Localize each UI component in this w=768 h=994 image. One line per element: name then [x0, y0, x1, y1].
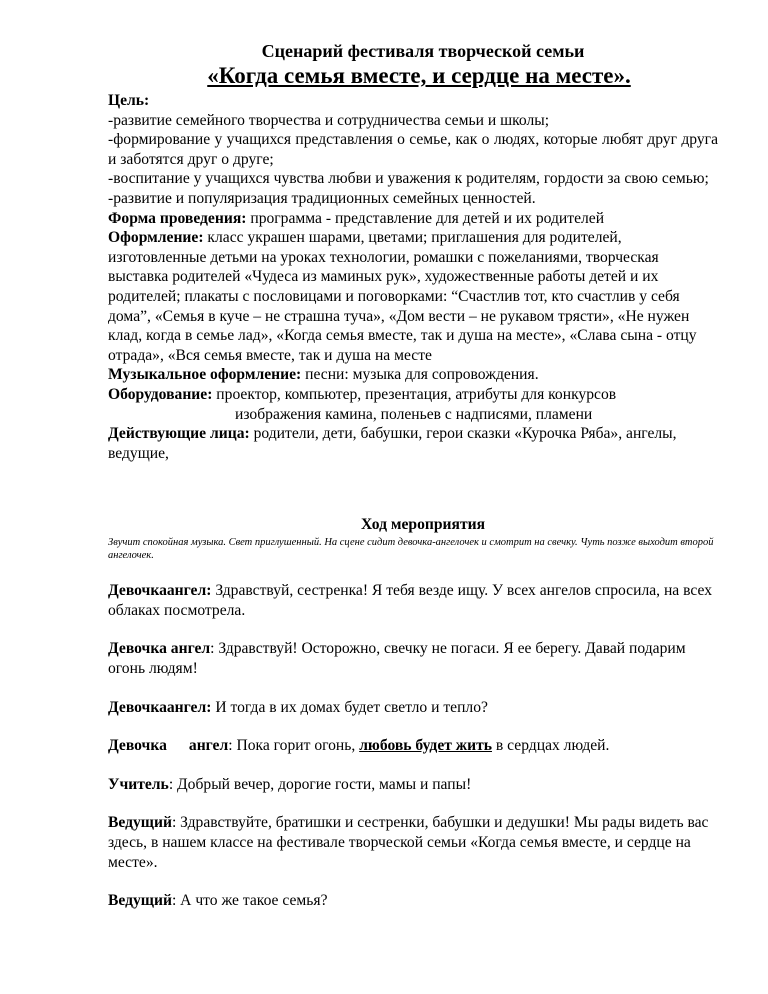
dialogue-text: И тогда в их домах будет светло и тепло? — [211, 698, 488, 716]
music-label: Музыкальное оформление: — [108, 366, 302, 384]
dialogue-text: : Пока горит огонь, — [228, 737, 360, 755]
music-text: песни: музыка для сопровождения. — [301, 366, 539, 384]
characters-text: родители, дети, бабушки, герои сказки «Курочка Ряба», ангелы, ведущие, — [108, 425, 677, 462]
event-title: Ход мероприятия — [360, 516, 486, 534]
dialogue-text: : А что же такое семья? — [171, 892, 328, 910]
speaker-name: Учитель — [108, 775, 169, 793]
speaker-name: Девочка — [108, 737, 167, 755]
dialogue-text: : Здравствуй! Осторожно, свечку не погаси. Я ее берегу. Давай подарим огонь людям! — [108, 640, 686, 678]
form-label: Форма проведения: — [108, 209, 247, 227]
equipment-text: проектор, компьютер, презентация, атрибуты для конкурсов — [212, 385, 617, 403]
stage-direction: Звучит спокойная музыка. Свет приглушенный. На сцене сидит девочка-ангелочек и смотрит на свечку. Чуть позже выходит второй ангелочек. — [108, 537, 714, 562]
dialogue-line — [108, 581, 718, 620]
form-text: программа - представление для детей и их родителей — [246, 209, 605, 227]
speaker-name: Ведущий — [108, 892, 172, 910]
dialogue-line — [108, 775, 718, 795]
dialogue-line — [108, 813, 718, 872]
speaker-name: Девочкаангел: — [108, 698, 212, 716]
goal-item: -развитие семейного творчества и сотрудничества семьи и школы; — [108, 111, 550, 129]
document-title: Сценарий фестиваля творческой семьи — [261, 41, 585, 61]
form-paragraph — [108, 209, 718, 229]
goal-item: -формирование у учащихся представления о семье, как о людях, которые любят друг друга и заботятся друг о друге; — [108, 131, 718, 168]
dialogue-text: : Добрый вечер, дорогие гости, мамы и папы! — [168, 775, 472, 793]
speaker-name: ангел — [188, 737, 229, 755]
speaker-name: Девочкаангел: — [108, 582, 212, 600]
dialogue-line — [108, 639, 718, 678]
decor-label: Оформление: — [108, 229, 204, 247]
characters-label: Действующие лица: — [108, 425, 250, 443]
document-subtitle: «Когда семья вместе, и сердце на месте». — [207, 63, 631, 88]
dialogue-text: : Здравствуйте, братишки и сестренки, бабушки и дедушки! Мы рады видеть вас здесь, в нашем классе на фестивале творческой семьи «Когда семья вместе, и сердце на месте». — [108, 814, 709, 871]
dialogue-line — [108, 698, 718, 718]
goal-item: -воспитание у учащихся чувства любви и уважения к родителям, гордости за свою семью; — [108, 170, 709, 188]
intro-section — [108, 91, 718, 463]
music-paragraph — [108, 365, 718, 385]
speaker-name: Девочка ангел — [108, 640, 211, 658]
emphasized-text: любовь будет жить — [359, 737, 492, 755]
decor-paragraph — [108, 228, 718, 365]
document-page — [108, 40, 718, 911]
dialogue-section — [108, 562, 718, 911]
characters-paragraph — [108, 424, 718, 463]
dialogue-text: в сердцах людей. — [492, 737, 610, 755]
dialogue-line — [108, 736, 718, 756]
decor-text: класс украшен шарами, цветами; приглашения для родителей, изготовленные детьми на уроках технологии, ромашки с пожеланиями, творческая выставка родителей «Чудеса из маминых рук», художественные работы детей и их родителей; плакаты с пословицами и поговорками: “Счастлив тот, кто счастлив у себя дома”, «Семья в куче – не страшна туча», «Дом вести – не рукавом трясти», «Не нужен клад, когда в семье лад», «Когда семья вместе, так и душа на месте», «Слава сына - отцу отрада», «Вся семья вместе, так и душа на месте — [108, 229, 697, 364]
equipment-text-continued: изображения камина, поленьев с надписями, пламени — [235, 405, 593, 423]
equipment-paragraph — [108, 385, 718, 405]
speaker-name: Ведущий — [108, 814, 172, 832]
goal-label: Цель: — [108, 92, 150, 109]
goal-item: -развитие и популяризация традиционных семейных ценностей. — [108, 189, 536, 207]
equipment-label: Оборудование: — [108, 385, 213, 403]
dialogue-line — [108, 891, 718, 911]
dialogue-text: Здравствуй, сестренка! Я тебя везде ищу. У всех ангелов спросила, на всех облаках посмотрела. — [108, 582, 713, 619]
